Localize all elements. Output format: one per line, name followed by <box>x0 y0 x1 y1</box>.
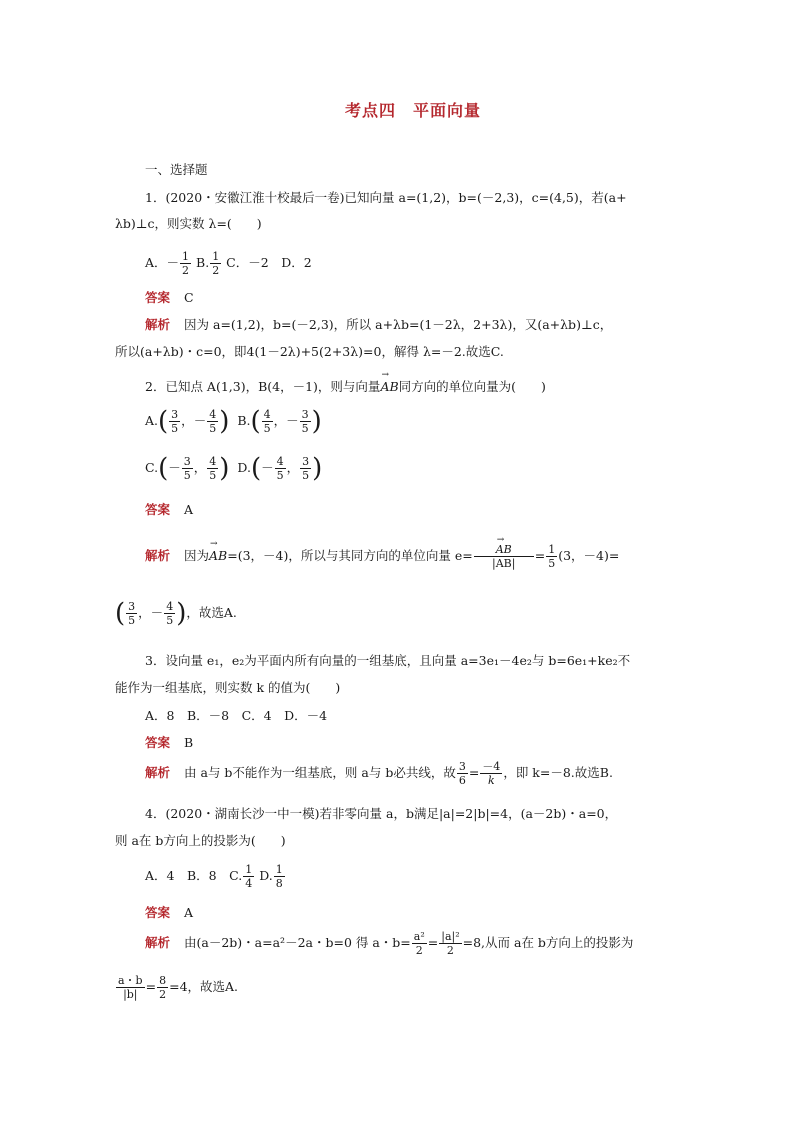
q3-answer: 答案 B <box>145 735 194 750</box>
q1-option-a-fraction: $\frac{1}{2}$ <box>182 250 190 277</box>
q4-answer: 答案 A <box>145 905 194 920</box>
q1-option-b-prefix: B. <box>196 255 210 270</box>
q2-analysis-vector: → AB <box>209 548 227 563</box>
q2-vector-ab: → AB <box>380 379 398 394</box>
q1-stem-line2: λb)⊥c，则实数 λ=( ) <box>115 216 262 231</box>
q3-stem-line2: 能作为一组基底，则实数 k 的值为( ) <box>115 680 341 695</box>
q1-analysis-line1 <box>145 315 612 333</box>
q2-stem-end: 同方向的单位向量为( ) <box>398 379 546 394</box>
q3-stem-line1: 3．设向量 e₁，e₂为平面内所有向量的一组基底，且向量 a=3e₁－4e₂与 b=6e₁+ke₂不 <box>145 653 631 668</box>
q2-option-d-label: D. <box>237 460 251 475</box>
q3-options: A．8 B．－8 C．4 D．－4 <box>145 708 328 723</box>
q2-analysis-line1: 解析 因为→ AB=(3，－4)，所以与其同方向的单位向量 e= → $\frac{AB}{|AB|}$ = $\frac{1}{5}$ (3，－4)= <box>145 543 619 570</box>
answer-label: 答案 <box>145 290 171 305</box>
q4-stem-line2: 则 a在 b方向上的投影为( ) <box>115 833 286 848</box>
q4-stem-line1: 4．(2020・湖南长沙一中一模)若非零向量 a，b满足|a|=2|b|=4，(a－2b)・a=0， <box>145 806 618 821</box>
q1-analysis-text1: 因为 a=(1,2)，b=(－2,3)，所以 a+λb=(1－2λ，2+3λ)，又(a+λb)⊥c， <box>184 317 613 332</box>
section-heading: 一、选择题 <box>145 162 208 177</box>
q1-option-b-fraction: $\frac{1}{2}$ <box>212 250 220 277</box>
q2-stem <box>145 377 546 395</box>
q2-answer-value: A <box>184 502 194 517</box>
analysis-label: 解析 <box>145 317 171 332</box>
q1-stem-line1: 1．(2020・安徽江淮十校最后一卷)已知向量 a=(1,2)，b=(－2,3)，c=(4,5)，若(a+ <box>145 190 627 205</box>
page-title: 考点四 平面向量 <box>345 101 482 120</box>
q1-answer <box>145 288 194 306</box>
q2-stem-text: 2．已知点 A(1,3)，B(4，－1)，则与向量 <box>145 379 381 394</box>
q1-options <box>145 250 312 277</box>
q2-option-b-label: B. <box>237 413 251 428</box>
q4-answer-value: A <box>184 905 194 920</box>
q4-analysis-line1: 解析 由(a－2b)・a=a²－2a・b=0 得 a・b= $\frac{\text{a²}}{2}$ = $\frac{\text{|a|²}}{2}$ =8,从而 a在 b方向上的投影为 <box>145 930 634 957</box>
q2-answer: 答案 A <box>145 502 194 517</box>
q1-option-cd: C．－2 D．2 <box>226 255 312 270</box>
q2-options-cd: C.(－ $\frac{3}{5}$ ， $\frac{4}{5}$ ) D.(－ $\frac{4}{5}$ ， $\frac{3}{5}$ ) <box>145 453 323 484</box>
q2-option-c-label: C. <box>145 460 159 475</box>
q1-analysis-line2: 所以(a+λb)・c=0，即4(1－2λ)+5(2+3λ)=0，解得 λ=－2.故选C. <box>115 344 504 359</box>
q1-answer-value: C <box>184 290 194 305</box>
q4-analysis-line2: $\frac{a・b}{|b|}$ = $\frac{8}{2}$ =4，故选A. <box>118 974 239 1001</box>
q3-analysis: 解析 由 a与 b不能作为一组基底，则 a与 b必共线，故 $\frac{3}{6}$ = $\frac{-4}{k}$ ，即 k=－8.故选B. <box>145 760 613 787</box>
q1-option-a-prefix: A．－ <box>145 255 180 270</box>
q2-options-ab: A.( $\frac{3}{5}$ ，－ $\frac{4}{5}$ ) B.( $\frac{4}{5}$ ，－ $\frac{3}{5}$ ) <box>145 406 322 437</box>
q2-option-a-label: A. <box>145 413 159 428</box>
q4-options: A．4 B．8 C. $\frac{1}{4}$ D. $\frac{1}{8}$ <box>145 863 283 890</box>
q2-analysis-line2: ( $\frac{3}{5}$ ，－ $\frac{4}{5}$ )，故选A. <box>115 598 237 629</box>
q3-answer-value: B <box>184 735 194 750</box>
